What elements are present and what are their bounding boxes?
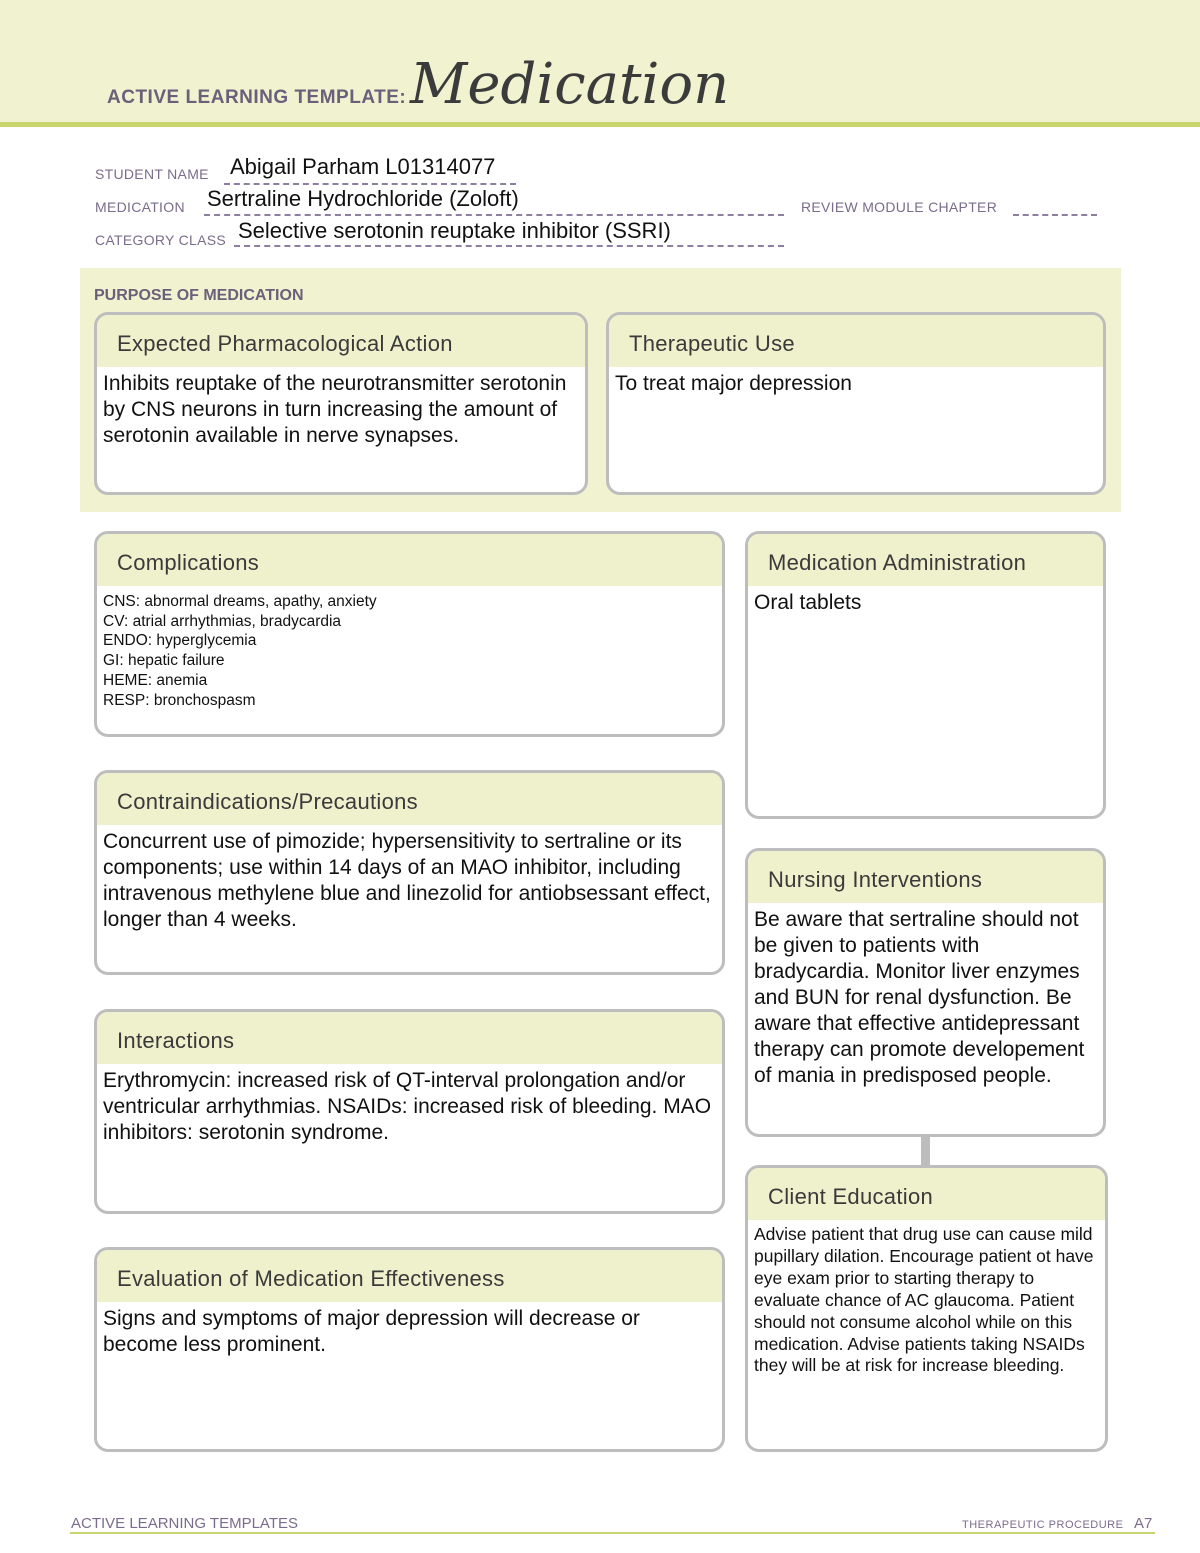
expected-action-box bbox=[94, 312, 588, 495]
box-title: Expected Pharmacological Action bbox=[97, 315, 585, 367]
administration-text[interactable]: Oral tablets bbox=[754, 591, 862, 614]
contraindications-text[interactable]: Concurrent use of pimozide; hypersensitivity to sertraline or its components; use within 14 days of an MAO inhibitor, including intravenous methylene blue and linezolid for antiobsessant effect, longer than 4 weeks. bbox=[103, 830, 711, 931]
expected-action-text[interactable]: Inhibits reuptake of the neurotransmitter serotonin by CNS neurons in turn increasing the amount of serotonin available in nerve synapses. bbox=[103, 372, 567, 447]
evaluation-box bbox=[94, 1247, 725, 1452]
client-education-box bbox=[745, 1165, 1108, 1452]
box-title: Nursing Interventions bbox=[748, 851, 1103, 903]
medication-label: MEDICATION bbox=[95, 199, 185, 215]
nursing-interventions-text[interactable]: Be aware that sertraline should not be given to patients with bradycardia. Monitor liver enzymes and BUN for renal dysfunction. Be aware that effective antidepressant therapy can promote developement of mania in predisposed people. bbox=[754, 908, 1085, 1087]
box-title: Contraindications/Precautions bbox=[97, 773, 722, 825]
complication-line: CV: atrial arrhythmias, bradycardia bbox=[103, 612, 342, 630]
category-class-line bbox=[234, 245, 784, 247]
page-number: A7 bbox=[1134, 1515, 1153, 1532]
student-name-label: STUDENT NAME bbox=[95, 166, 209, 182]
complication-line: ENDO: hyperglycemia bbox=[103, 632, 257, 650]
contraindications-box bbox=[94, 770, 725, 975]
therapeutic-use-text[interactable]: To treat major depression bbox=[615, 372, 852, 395]
page-title: Medication bbox=[410, 52, 730, 117]
complication-line: RESP: bronchospasm bbox=[103, 691, 256, 709]
student-name-line bbox=[224, 183, 516, 185]
template-label: ACTIVE LEARNING TEMPLATE: bbox=[107, 87, 407, 108]
box-title: Medication Administration bbox=[748, 534, 1103, 586]
therapeutic-use-box bbox=[606, 312, 1106, 495]
nursing-interventions-box bbox=[745, 848, 1106, 1137]
footer-right: THERAPEUTIC PROCEDURE bbox=[962, 1519, 1124, 1531]
interactions-text[interactable]: Erythromycin: increased risk of QT-interval prolongation and/or ventricular arrhythmias. NSAIDs: increased risk of bleeding. MAO inhibitors: serotonin syndrome. bbox=[103, 1069, 712, 1144]
purpose-label: PURPOSE OF MEDICATION bbox=[94, 287, 304, 304]
medication-line bbox=[204, 214, 784, 216]
student-name-field[interactable]: Abigail Parham L01314077 bbox=[230, 154, 496, 179]
complication-line: HEME: anemia bbox=[103, 671, 208, 689]
review-module-field[interactable] bbox=[1013, 214, 1097, 216]
medication-field[interactable]: Sertraline Hydrochloride (Zoloft) bbox=[207, 186, 519, 211]
complications-box bbox=[94, 531, 725, 737]
box-title: Complications bbox=[97, 534, 722, 586]
client-education-text[interactable]: Advise patient that drug use can cause mild pupillary dilation. Encourage patient ot have eye exam prior to starting therapy to evaluate chance of AC glaucoma. Patient should not consume alcohol while on this medication. Advise patients taking NSAIDs they will be at risk for increase bleeding. bbox=[754, 1224, 1094, 1376]
review-module-label: REVIEW MODULE CHAPTER bbox=[801, 199, 998, 215]
complications-text[interactable] bbox=[97, 586, 722, 714]
box-title: Interactions bbox=[97, 1012, 722, 1064]
category-class-label: CATEGORY CLASS bbox=[95, 232, 227, 248]
footer-left: ACTIVE LEARNING TEMPLATES bbox=[71, 1515, 298, 1532]
complication-line: GI: hepatic failure bbox=[103, 652, 225, 670]
complication-line: CNS: abnormal dreams, apathy, anxiety bbox=[103, 593, 377, 610]
header-divider bbox=[0, 122, 1200, 127]
box-title: Client Education bbox=[748, 1168, 1105, 1220]
category-class-field[interactable]: Selective serotonin reuptake inhibitor (SSRI) bbox=[238, 218, 671, 243]
box-title: Therapeutic Use bbox=[609, 315, 1103, 367]
evaluation-text[interactable]: Signs and symptoms of major depression will decrease or become less prominent. bbox=[103, 1307, 640, 1356]
administration-box bbox=[745, 531, 1106, 819]
box-title: Evaluation of Medication Effectiveness bbox=[97, 1250, 722, 1302]
interactions-box bbox=[94, 1009, 725, 1214]
box-connector bbox=[921, 1134, 930, 1168]
footer-divider bbox=[70, 1532, 1155, 1534]
